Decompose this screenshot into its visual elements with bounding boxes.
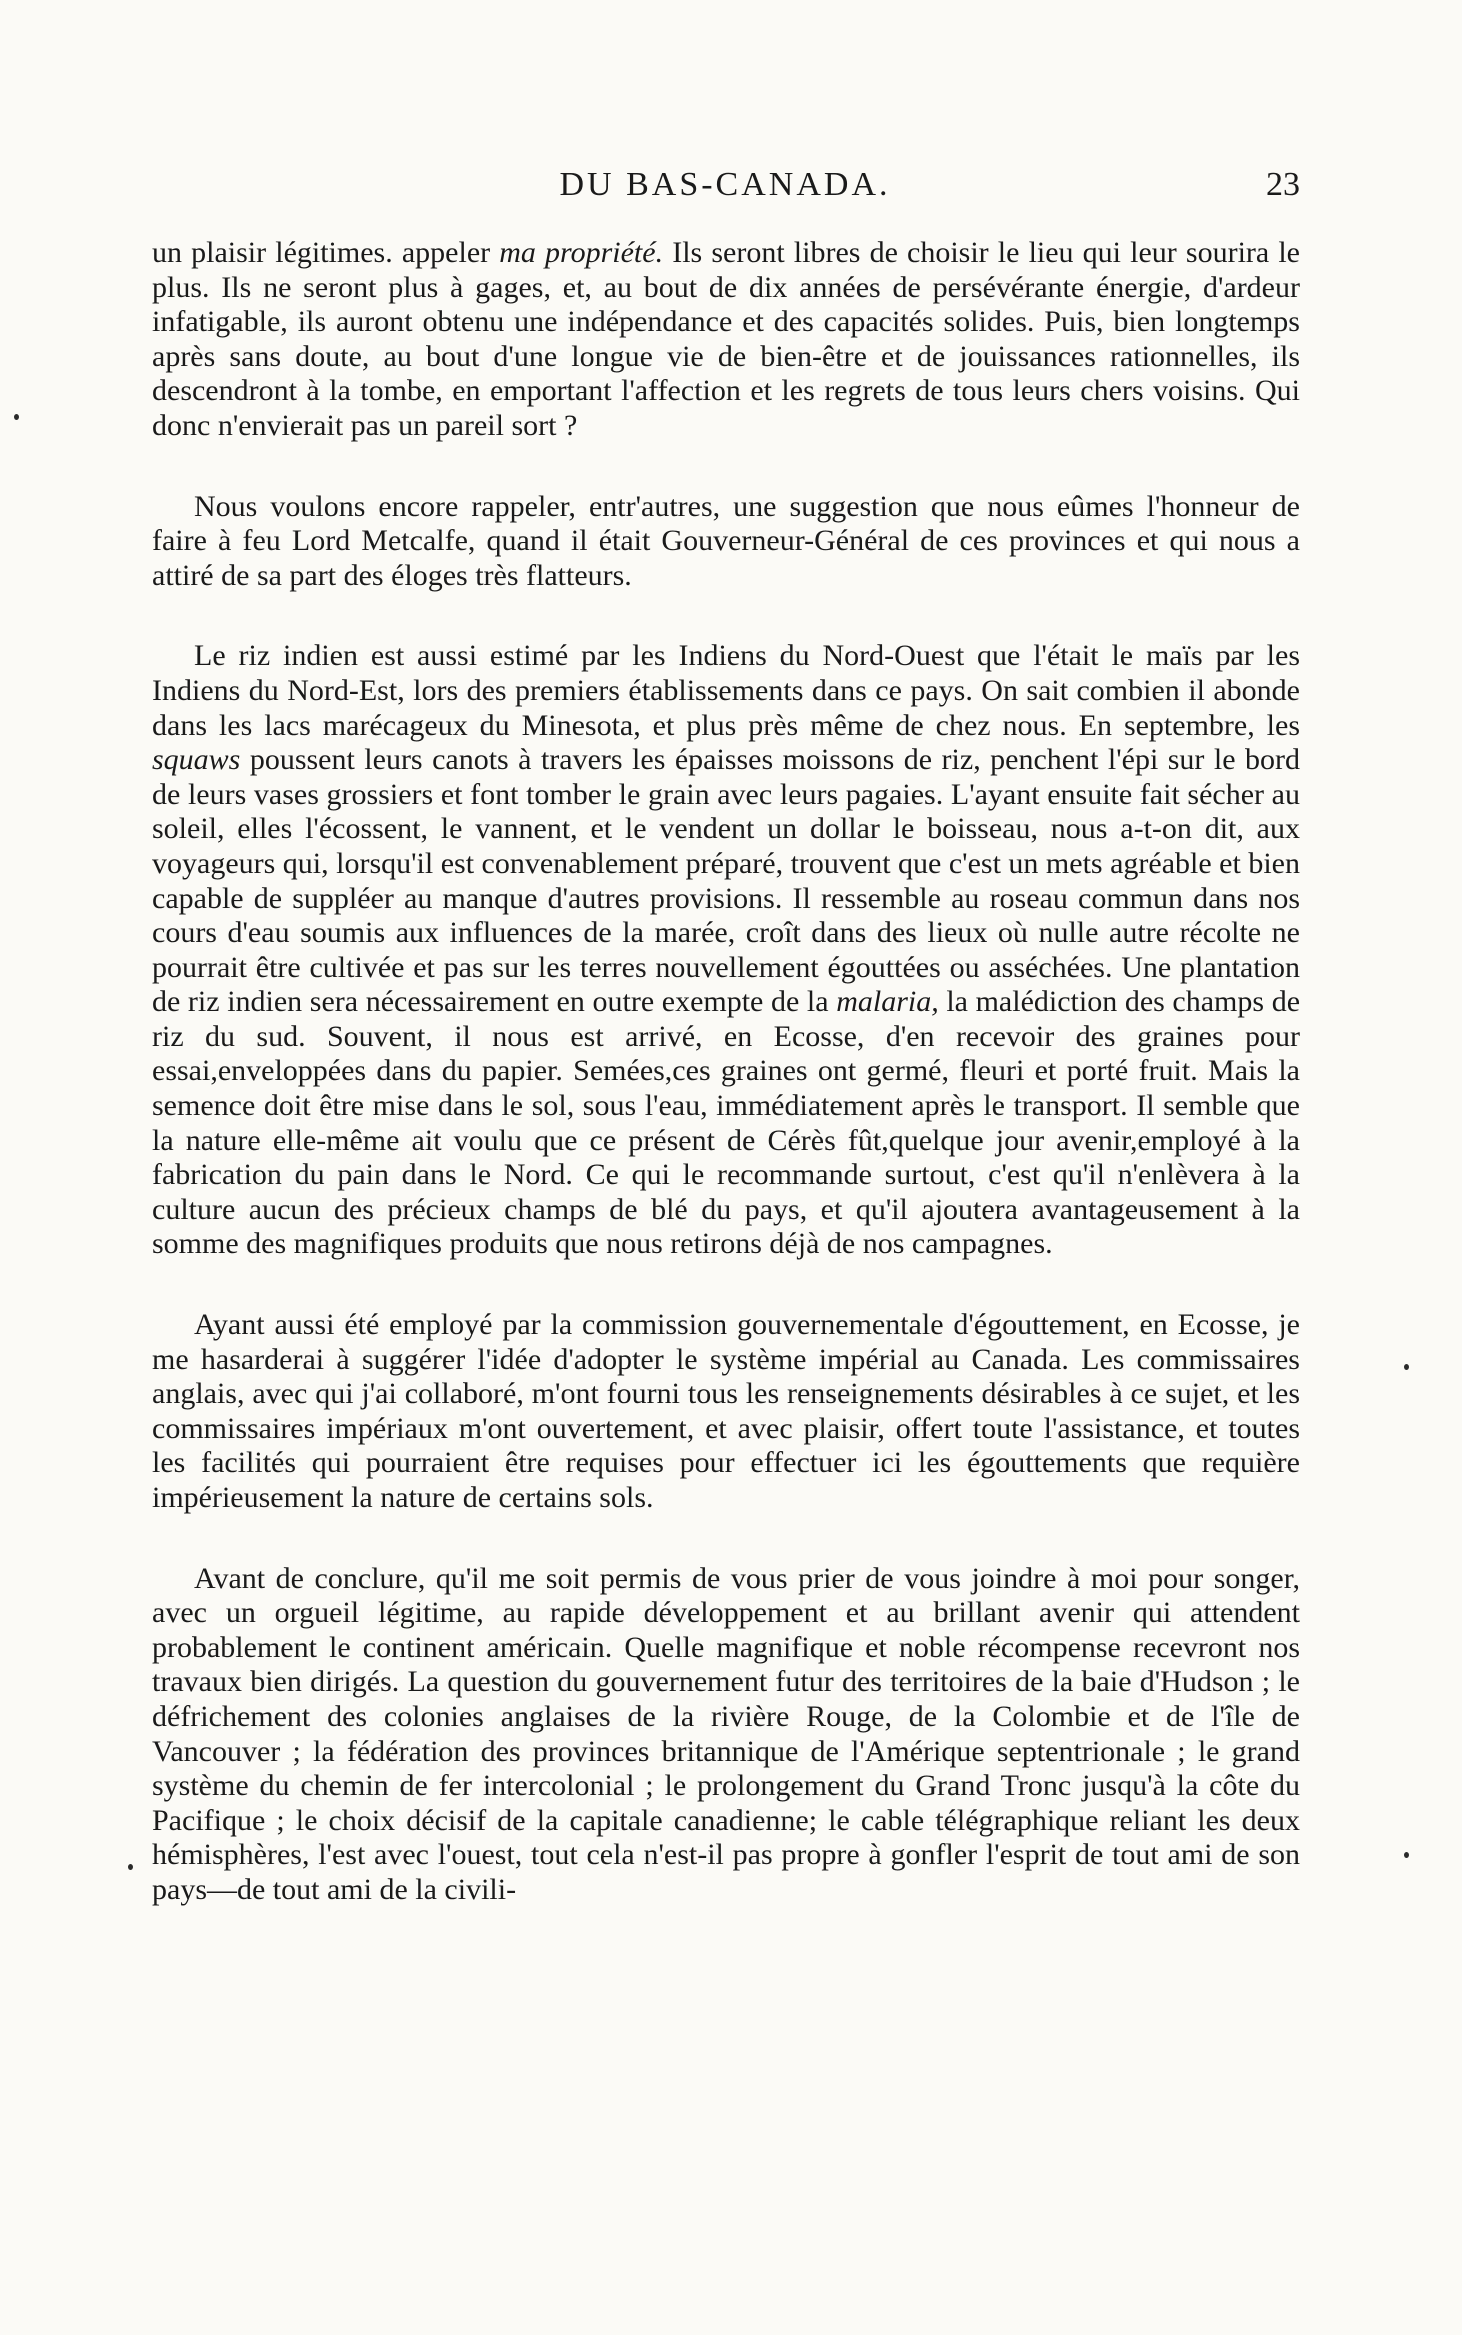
paragraph-text: Ils seront libres de choisir le lieu qui leur sourira le plus. Ils ne seront plus à gages, et, au bout de dix années de persévérante énergie, d'ardeur infatigable, ils auront obtenu une indépendance et des capacités solides. Puis, bien longtemps après sans doute, au bout d'une longue vie de bien-être et de jouissances rationnelles, ils descendront à la tombe, en emportant l'affection et les regrets de tous leurs chers voisins. Qui donc n'envierait pas un pareil sort ? [152, 236, 1300, 442]
paragraph-text: la malédiction des champs de riz du sud. Souvent, il nous est arrivé, en Ecosse, d'en recevoir des graines pour essai,enveloppées dans du papier. Semées,ces graines ont germé, fleuri et porté fruit. Mais la semence doit être mise dans le sol, sous l'eau, immédiatement après le transport. Il semble que la nature elle-même ait voulu que ce présent de Cérès fût,quelque jour avenir,employé à la fabrication du pain dans le Nord. Ce qui le recommande surtout, c'est qu'il n'enlèvera à la culture aucun des précieux champs de blé du pays, et qu'il ajoutera avantageusement à la somme des magnifiques produits que nous retirons déjà de nos campagnes. [152, 985, 1301, 1261]
ink-speck [14, 414, 19, 420]
ink-speck [128, 1864, 133, 1870]
italic-phrase: ma propriété. [499, 236, 664, 269]
paragraph-lord-metcalfe: Nous voulons encore rappeler, entr'autres, une suggestion que nous eûmes l'honneur de faire à feu Lord Metcalfe, quand il était Gouverneur-Général de ces provinces et qui nous a attiré de sa part des éloges très flatteurs. [152, 489, 1300, 592]
paragraph-egouttement: Ayant aussi été employé par la commission gouvernementale d'égouttement, en Ecosse, je me hasarderai à suggérer l'idée d'adopter le système impérial au Canada. Les commissaires anglais, avec qui j'ai collaboré, m'ont fourni tous les renseignements désirables à ce sujet, et les commissaires impériaux m'ont ouvertement, et avec plaisir, offert toute l'assistance, et toutes les facilités qui pourraient être requises pour effectuer ici les égouttements que requière impérieusement la nature de certains sols. [152, 1308, 1300, 1514]
page-number: 23 [1266, 166, 1300, 203]
paragraph-continuation [152, 236, 1300, 444]
ink-speck [1404, 1364, 1409, 1370]
paragraph-text: Le riz indien est aussi estimé par les Indiens du Nord-Ouest que l'était le maïs par les Indiens du Nord-Est, lors des premiers établissements dans ce pays. On sait combien il abonde dans les lacs marécageux du Minesota, et plus près même de chez nous. En septembre, les [152, 639, 1300, 742]
paragraph-text: poussent leurs canots à travers les épaisses moissons de riz, penchent l'épi sur le bord de leurs vases grossiers et font tomber le grain avec leurs pagaies. L'ayant ensuite fait sécher au soleil, elles l'écossent, le vannent, et le vendent un dollar le boisseau, nous a-t-on dit, aux voyageurs qui, lorsqu'il est convenablement préparé, trouvent que c'est un mets agréable et bien capable de suppléer au manque d'autres provisions. Il ressemble au roseau commun dans nos cours d'eau soumis aux influences de la marée, croît dans des lieux où nulle autre récolte ne pourrait être cultivée et pas sur les terres nouvellement égouttées ou asséchées. Une plantation de riz indien sera nécessairement en outre exempte de la [152, 743, 1300, 1019]
running-head [150, 166, 1300, 216]
body-text [152, 236, 1300, 1908]
italic-word: squaws [152, 743, 241, 777]
paragraph-riz-indien [152, 639, 1300, 1262]
running-title: DU BAS-CANADA. [559, 166, 891, 203]
italic-word: malaria, [836, 985, 939, 1019]
paragraph-text: un plaisir légitimes. appeler [152, 236, 500, 269]
ink-speck [1404, 1852, 1409, 1858]
paragraph-conclusion: Avant de conclure, qu'il me soit permis de vous prier de vous joindre à moi pour songer, avec un orgueil légitime, au rapide développement et au brillant avenir qui attendent probablement le continent américain. Quelle magnifique et noble récompense recevront nos travaux bien dirigés. La question du gouvernement futur des territoires de la baie d'Hudson ; le défrichement des colonies anglaises de la rivière Rouge, de la Colombie et de l'île de Vancouver ; la fédération des provinces britannique de l'Amérique septentrionale ; le grand système du chemin de fer intercolonial ; le prolongement du Grand Tronc jusqu'à la côte du Pacifique ; le choix décisif de la capitale canadienne; le cable télégraphique reliant les deux hémisphères, l'est avec l'ouest, tout cela n'est-il pas propre à gonfler l'esprit de tout ami de son pays—de tout ami de la civili- [152, 1561, 1300, 1906]
